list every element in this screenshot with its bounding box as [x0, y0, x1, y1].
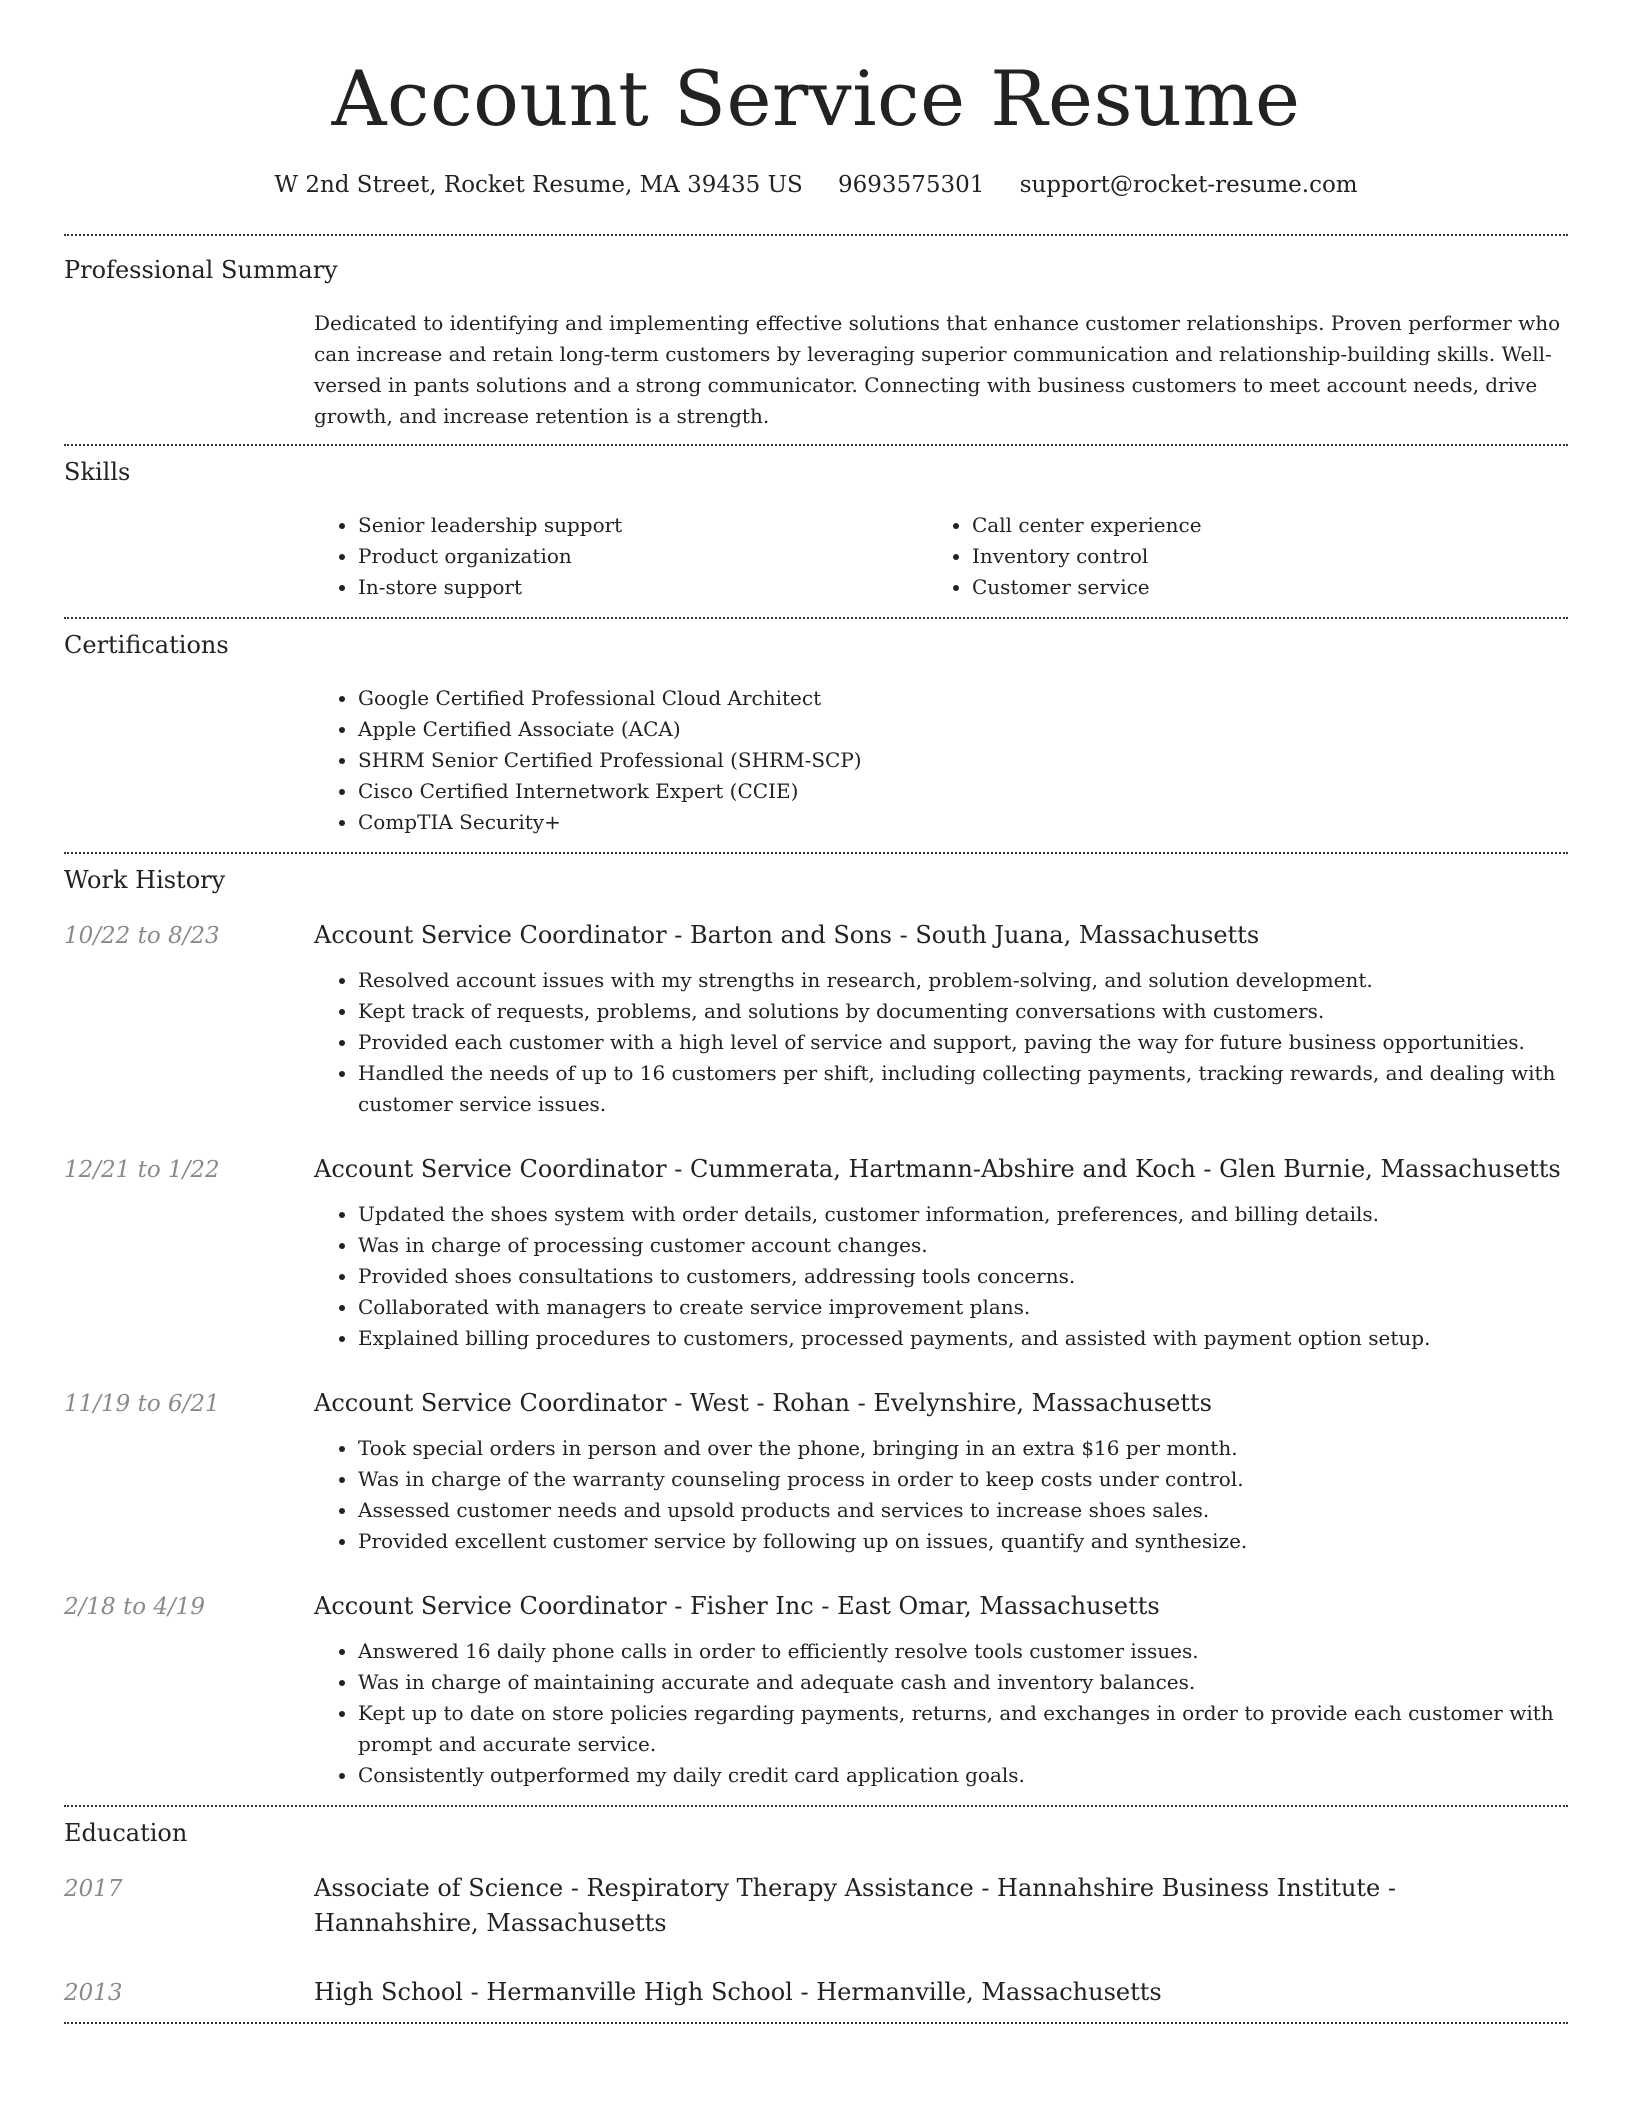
job-bullet: • Provided excellent customer service by following up on issues, quantify and synthesize. — [358, 1526, 1568, 1557]
education-school: - Respiratory Therapy Assistance - Hannahshire Business Institute - Hannahshire, Massachusetts — [314, 1874, 1396, 1937]
resume-page — [64, 0, 1568, 2024]
job-entry — [64, 918, 1568, 1120]
job-role: Account Service Coordinator — [314, 1155, 667, 1183]
job-bullets — [314, 1636, 1568, 1791]
education-heading-line — [314, 1871, 1568, 1941]
skill-item: • Senior leadership support — [358, 510, 928, 541]
job-entry — [64, 1589, 1568, 1791]
skill-item: • Inventory control — [972, 541, 1542, 572]
contact-line — [64, 168, 1568, 202]
job-role: Account Service Coordinator — [314, 1592, 667, 1620]
certification-item: • Cisco Certified Internetwork Expert (CCIE) — [358, 776, 1568, 807]
job-bullet: • Handled the needs of up to 16 customers per shift, including collecting payments, tracking rewards, and dealing with customer service issues. — [358, 1058, 1568, 1120]
certification-item: • CompTIA Security+ — [358, 807, 1568, 838]
job-company: - Cummerata, Hartmann-Abshire and Koch - Glen Burnie, Massachusetts — [666, 1155, 1561, 1183]
skill-item: • Customer service — [972, 572, 1542, 603]
education-date: 2017 — [64, 1876, 123, 1902]
skills-section — [64, 446, 1568, 603]
work-history-section — [64, 854, 1568, 1791]
job-bullets — [314, 1433, 1568, 1557]
job-heading — [314, 1152, 1568, 1187]
job-bullet: • Was in charge of maintaining accurate and adequate cash and inventory balances. — [358, 1667, 1568, 1698]
education-heading-line — [314, 1975, 1568, 2010]
job-bullet: • Answered 16 daily phone calls in order to efficiently resolve tools customer issues. — [358, 1636, 1568, 1667]
job-bullet: • Provided each customer with a high level of service and support, paving the way for future business opportunities. — [358, 1027, 1568, 1058]
resume-title: Account Service Resume — [331, 54, 1301, 143]
education-entry — [64, 1975, 1568, 2010]
job-dates: 10/22 to 8/23 — [64, 923, 220, 949]
job-bullet: • Kept up to date on store policies regarding payments, returns, and exchanges in order to provide each customer with prompt and accurate service. — [358, 1698, 1568, 1760]
education-date: 2013 — [64, 1980, 123, 2006]
certification-item: • Apple Certified Associate (ACA) — [358, 714, 1568, 745]
summary-section — [64, 236, 1568, 432]
job-bullet: • Assessed customer needs and upsold products and services to increase shoes sales. — [358, 1495, 1568, 1526]
education-section — [64, 1807, 1568, 2010]
job-bullet: • Collaborated with managers to create service improvement plans. — [358, 1292, 1568, 1323]
skill-item: • In-store support — [358, 572, 928, 603]
job-entry — [64, 1152, 1568, 1354]
section-divider — [64, 2022, 1568, 2024]
contact-address: W 2nd Street, Rocket Resume, MA 39435 US — [274, 172, 803, 198]
education-degree: High School — [314, 1978, 463, 2006]
education-degree: Associate of Science — [314, 1874, 564, 1902]
certifications-section — [64, 619, 1568, 838]
job-entry — [64, 1386, 1568, 1557]
job-company: - Fisher Inc - East Omar, Massachusetts — [666, 1592, 1160, 1620]
job-dates: 11/19 to 6/21 — [64, 1391, 220, 1417]
contact-phone: 9693575301 — [838, 172, 985, 198]
job-bullet: • Explained billing procedures to customers, processed payments, and assisted with payment option setup. — [358, 1323, 1568, 1354]
summary-text: Dedicated to identifying and implementing effective solutions that enhance customer relationships. Proven performer who can increase and retain long-term customers by leveraging superior communication and relationship-building skills. Well-versed in pants solutions and a strong communicator. Connecting with business customers to meet account needs, drive growth, and increase retention is a strength. — [314, 311, 1561, 428]
job-company: - West - Rohan - Evelynshire, Massachusetts — [666, 1389, 1212, 1417]
job-bullet: • Consistently outperformed my daily credit card application goals. — [358, 1760, 1568, 1791]
work-history-heading: Work History — [64, 866, 226, 894]
summary-heading: Professional Summary — [64, 256, 338, 284]
job-bullets — [314, 1199, 1568, 1354]
contact-email[interactable]: support@rocket-resume.com — [1019, 172, 1358, 198]
job-bullet: • Kept track of requests, problems, and solutions by documenting conversations with customers. — [358, 996, 1568, 1027]
job-heading — [314, 1386, 1568, 1421]
job-bullets — [314, 965, 1568, 1120]
skills-list-left — [314, 510, 928, 603]
skill-item: • Product organization — [358, 541, 928, 572]
job-dates: 12/21 to 1/22 — [64, 1157, 220, 1183]
certifications-list — [314, 683, 1568, 838]
certifications-heading: Certifications — [64, 631, 229, 659]
job-bullet: • Resolved account issues with my strengths in research, problem-solving, and solution development. — [358, 965, 1568, 996]
job-heading — [314, 1589, 1568, 1624]
job-role: Account Service Coordinator — [314, 1389, 667, 1417]
job-bullet: • Took special orders in person and over the phone, bringing in an extra $16 per month. — [358, 1433, 1568, 1464]
job-company: - Barton and Sons - South Juana, Massachusetts — [666, 921, 1260, 949]
job-dates: 2/18 to 4/19 — [64, 1594, 206, 1620]
job-bullet: • Was in charge of processing customer account changes. — [358, 1230, 1568, 1261]
skills-heading: Skills — [64, 458, 131, 486]
education-heading: Education — [64, 1819, 188, 1847]
certification-item: • Google Certified Professional Cloud Architect — [358, 683, 1568, 714]
education-entry — [64, 1871, 1568, 1941]
job-role: Account Service Coordinator — [314, 921, 667, 949]
skills-list-right — [928, 510, 1542, 603]
job-heading — [314, 918, 1568, 953]
skill-item: • Call center experience — [972, 510, 1542, 541]
education-school: - Hermanville High School - Hermanville, Massachusetts — [462, 1978, 1162, 2006]
job-bullet: • Updated the shoes system with order details, customer information, preferences, and billing details. — [358, 1199, 1568, 1230]
certification-item: • SHRM Senior Certified Professional (SHRM-SCP) — [358, 745, 1568, 776]
job-bullet: • Was in charge of the warranty counseling process in order to keep costs under control. — [358, 1464, 1568, 1495]
job-bullet: • Provided shoes consultations to customers, addressing tools concerns. — [358, 1261, 1568, 1292]
